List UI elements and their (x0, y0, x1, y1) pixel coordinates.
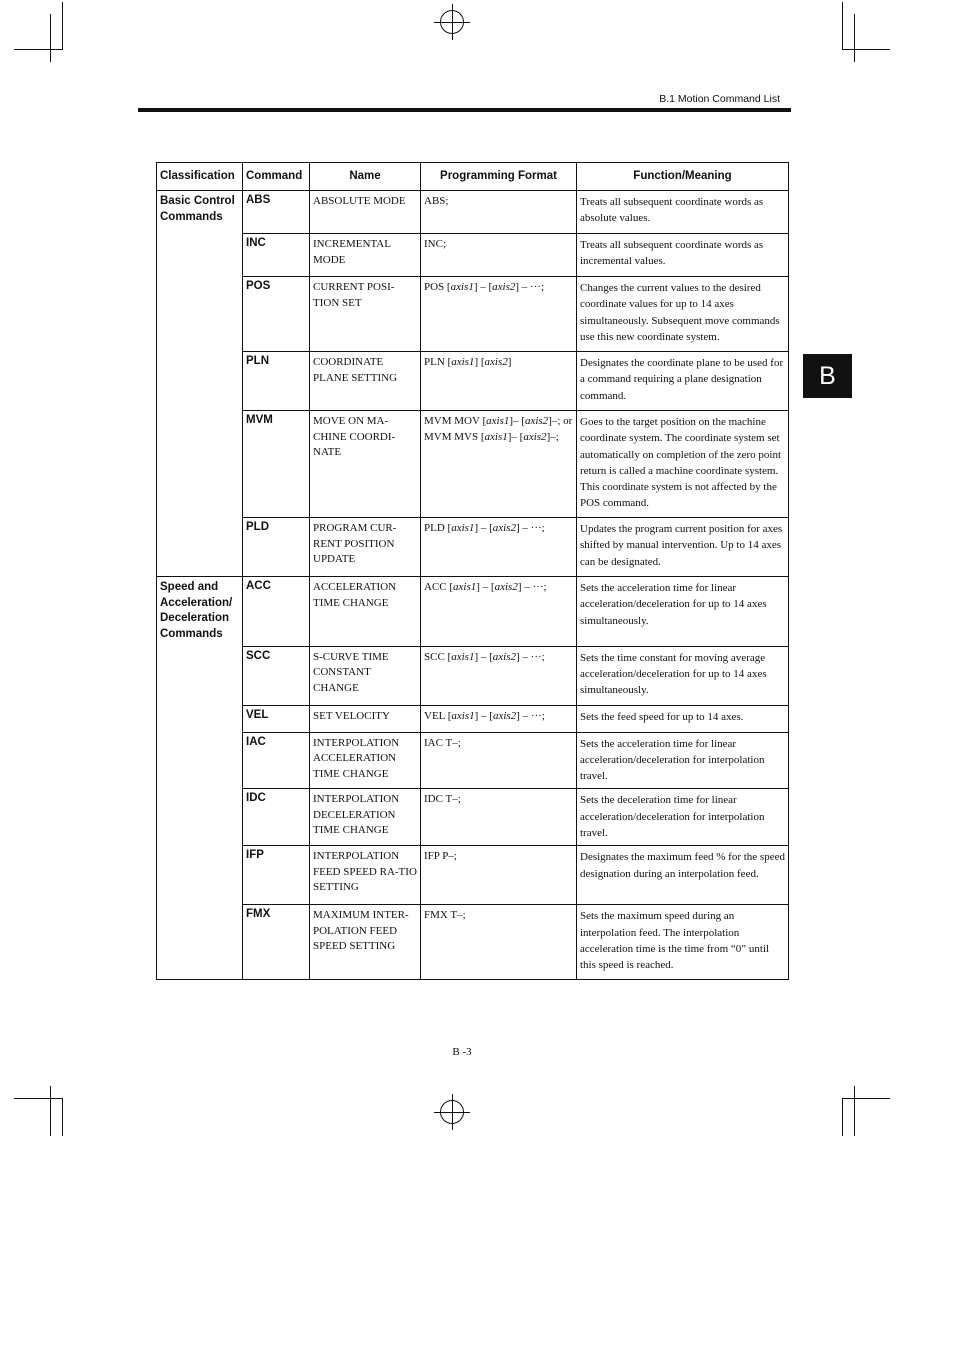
table-row (157, 905, 789, 980)
crop-mark (62, 1098, 63, 1136)
table-row (157, 518, 789, 577)
table-row (157, 277, 789, 352)
column-header-classification: Classification (157, 163, 243, 191)
cell-format: MVM MOV [axis1]– [axis2]–; or MVM MVS [axis1]– [axis2]–; (421, 411, 577, 518)
crop-mark (50, 1086, 51, 1136)
cell-function: Sets the feed speed for up to 14 axes. (577, 705, 789, 732)
table-row (157, 577, 789, 647)
cell-classification (157, 846, 243, 905)
cell-command: POS (243, 277, 310, 352)
cell-name: ABSOLUTE MODE (310, 191, 421, 234)
cell-format: PLD [axis1] – [axis2] – ···; (421, 518, 577, 577)
table-row (157, 789, 789, 846)
cell-command: ACC (243, 577, 310, 647)
table-row (157, 705, 789, 732)
crop-mark (854, 14, 855, 62)
column-header-format: Programming Format (421, 163, 577, 191)
table-row (157, 846, 789, 905)
cell-function: Sets the time constant for moving average acceleration/deceleration for up to 14 axes simultaneously. (577, 646, 789, 705)
table-header-row (157, 163, 789, 191)
table-row (157, 732, 789, 789)
cell-function: Designates the coordinate plane to be used for a command requiring a plane designation command. (577, 352, 789, 411)
cell-function: Changes the current values to the desired coordinate values for up to 14 axes simultaneously. Subsequent move commands use this new coordinate system. (577, 277, 789, 352)
table-row (157, 191, 789, 234)
cell-name: MAXIMUM INTER-POLATION FEED SPEED SETTING (310, 905, 421, 980)
cell-name: INTERPOLATION FEED SPEED RA-TIO SETTING (310, 846, 421, 905)
cell-command: VEL (243, 705, 310, 732)
crop-mark (14, 49, 62, 50)
cell-function: Treats all subsequent coordinate words as incremental values. (577, 234, 789, 277)
cell-command: IFP (243, 846, 310, 905)
table-row (157, 352, 789, 411)
cell-function: Goes to the target position on the machine coordinate system. The coordinate system set automatically on completion of the zero point return is called a machine coordinate system. This coordinate system is not affected by the POS command. (577, 411, 789, 518)
cell-command: IAC (243, 732, 310, 789)
table-body (157, 191, 789, 980)
cell-classification (157, 234, 243, 277)
cell-format: ACC [axis1] – [axis2] – ···; (421, 577, 577, 647)
crop-mark (842, 1098, 890, 1099)
cell-function: Updates the program current position for axes shifted by manual intervention. Up to 14 axes can be designated. (577, 518, 789, 577)
crop-mark (842, 1098, 843, 1136)
cell-command: MVM (243, 411, 310, 518)
table-row (157, 234, 789, 277)
cell-command: ABS (243, 191, 310, 234)
crop-mark (854, 1086, 855, 1136)
page-number: B -3 (452, 1046, 472, 1058)
cell-classification (157, 411, 243, 518)
cell-classification (157, 905, 243, 980)
crop-mark (842, 2, 843, 50)
cell-name: INCREMENTAL MODE (310, 234, 421, 277)
column-header-name: Name (310, 163, 421, 191)
table-row (157, 411, 789, 518)
cell-name: INTERPOLATION ACCELERATION TIME CHANGE (310, 732, 421, 789)
cell-format: ABS; (421, 191, 577, 234)
cell-name: SET VELOCITY (310, 705, 421, 732)
cell-function: Sets the maximum speed during an interpolation feed. The interpolation acceleration time is the time from “0” until this speed is reached. (577, 905, 789, 980)
cell-format: IAC T–; (421, 732, 577, 789)
cell-function: Sets the acceleration time for linear acceleration/deceleration for interpolation travel. (577, 732, 789, 789)
cell-classification (157, 705, 243, 732)
cell-classification (157, 732, 243, 789)
cell-format: SCC [axis1] – [axis2] – ···; (421, 646, 577, 705)
registration-circle (440, 10, 464, 34)
crop-mark (842, 49, 890, 50)
cell-format: FMX T–; (421, 905, 577, 980)
column-header-command: Command (243, 163, 310, 191)
cell-function: Sets the deceleration time for linear acceleration/deceleration for interpolation travel. (577, 789, 789, 846)
crop-mark (14, 1098, 62, 1099)
cell-name: ACCELERATION TIME CHANGE (310, 577, 421, 647)
cell-format: POS [axis1] – [axis2] – ···; (421, 277, 577, 352)
cell-classification (157, 352, 243, 411)
cell-format: IFP P–; (421, 846, 577, 905)
cell-command: IDC (243, 789, 310, 846)
cell-name: PROGRAM CUR-RENT POSITION UPDATE (310, 518, 421, 577)
registration-circle (440, 1100, 464, 1124)
cell-format: VEL [axis1] – [axis2] – ···; (421, 705, 577, 732)
cell-format: IDC T–; (421, 789, 577, 846)
cell-name: S-CURVE TIME CONSTANT CHANGE (310, 646, 421, 705)
cell-name: COORDINATE PLANE SETTING (310, 352, 421, 411)
cell-function: Treats all subsequent coordinate words as absolute values. (577, 191, 789, 234)
crop-mark (62, 2, 63, 50)
cell-command: SCC (243, 646, 310, 705)
cell-name: INTERPOLATION DECELERATION TIME CHANGE (310, 789, 421, 846)
cell-name: MOVE ON MA-CHINE COORDI-NATE (310, 411, 421, 518)
cell-function: Designates the maximum feed % for the speed designation during an interpolation feed. (577, 846, 789, 905)
cell-command: INC (243, 234, 310, 277)
cell-classification (157, 646, 243, 705)
appendix-tab: B (803, 354, 852, 398)
cell-format: INC; (421, 234, 577, 277)
cell-classification (157, 277, 243, 352)
cell-classification: Speed and Acceleration/ Deceleration Commands (157, 577, 243, 647)
header-rule (138, 108, 791, 112)
motion-command-table (156, 162, 789, 980)
cell-name: CURRENT POSI-TION SET (310, 277, 421, 352)
cell-classification (157, 518, 243, 577)
crop-mark (50, 14, 51, 62)
column-header-function: Function/Meaning (577, 163, 789, 191)
table-row (157, 646, 789, 705)
cell-format: PLN [axis1] [axis2] (421, 352, 577, 411)
cell-command: PLN (243, 352, 310, 411)
cell-classification (157, 789, 243, 846)
cell-classification: Basic Control Commands (157, 191, 243, 234)
cell-function: Sets the acceleration time for linear acceleration/deceleration for up to 14 axes simultaneously. (577, 577, 789, 647)
cell-command: FMX (243, 905, 310, 980)
section-header: B.1 Motion Command List (659, 93, 780, 105)
cell-command: PLD (243, 518, 310, 577)
